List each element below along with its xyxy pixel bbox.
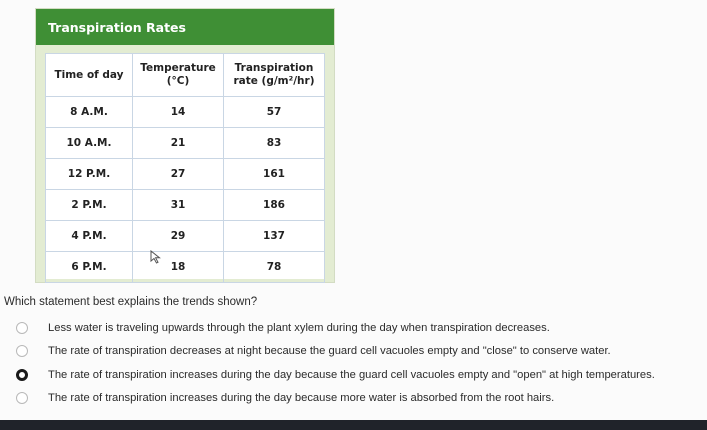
table-header-row	[46, 54, 325, 97]
cell-time: 6 P.M.	[46, 252, 133, 283]
cell-rate: 78	[224, 252, 325, 283]
table-row	[46, 128, 325, 159]
header-time-of-day	[46, 54, 133, 97]
data-card	[35, 8, 335, 283]
cell-time: 2 P.M.	[46, 190, 133, 221]
header-line: rate (g/m²/hr)	[233, 75, 315, 87]
cell-temperature: 14	[133, 97, 224, 128]
header-line: Transpiration	[234, 62, 314, 75]
cell-rate: 83	[224, 128, 325, 159]
card-title: Transpiration Rates	[48, 19, 186, 35]
cell-time: 10 A.M.	[46, 128, 133, 159]
header-temperature	[133, 54, 224, 97]
table-container	[45, 53, 325, 279]
answer-option[interactable]	[16, 316, 706, 340]
table-row	[46, 97, 325, 128]
option-label: The rate of transpiration increases during the day because the guard cell vacuoles empty and "open" at high temperatures.	[48, 368, 655, 381]
answer-option[interactable]	[16, 340, 706, 364]
header-line: (°C)	[166, 75, 190, 87]
cell-rate: 57	[224, 97, 325, 128]
transpiration-table	[45, 53, 325, 283]
table-row	[46, 190, 325, 221]
option-label: Less water is traveling upwards through the plant xylem during the day when transpiration decreases.	[48, 321, 550, 334]
cell-temperature: 21	[133, 128, 224, 159]
cell-time: 12 P.M.	[46, 159, 133, 190]
table-row	[46, 159, 325, 190]
cell-rate: 161	[224, 159, 325, 190]
cell-temperature: 18	[133, 252, 224, 283]
table-row	[46, 252, 325, 283]
radio-button[interactable]	[16, 322, 28, 334]
header-line: Time of day	[54, 68, 124, 81]
option-label: The rate of transpiration increases during the day because more water is absorbed from the root hairs.	[48, 392, 555, 405]
cell-time: 4 P.M.	[46, 221, 133, 252]
card-header	[36, 9, 334, 45]
table-row	[46, 221, 325, 252]
answer-option[interactable]	[16, 387, 706, 411]
cell-time: 8 A.M.	[46, 97, 133, 128]
radio-button[interactable]	[16, 345, 28, 357]
radio-button[interactable]	[16, 392, 28, 404]
cell-rate: 137	[224, 221, 325, 252]
answer-option[interactable]	[16, 363, 706, 387]
cell-rate: 186	[224, 190, 325, 221]
header-transpiration-rate	[224, 54, 325, 97]
cell-temperature: 27	[133, 159, 224, 190]
cell-temperature: 29	[133, 221, 224, 252]
radio-button-selected[interactable]	[16, 369, 28, 381]
mouse-cursor-icon	[150, 250, 162, 264]
cell-temperature: 31	[133, 190, 224, 221]
header-line: Temperature	[140, 62, 216, 75]
option-label: The rate of transpiration decreases at night because the guard cell vacuoles empty and "close" to conserve water.	[48, 345, 611, 358]
taskbar	[0, 420, 707, 430]
answer-options	[16, 316, 706, 410]
question-text: Which statement best explains the trends shown?	[4, 296, 258, 308]
